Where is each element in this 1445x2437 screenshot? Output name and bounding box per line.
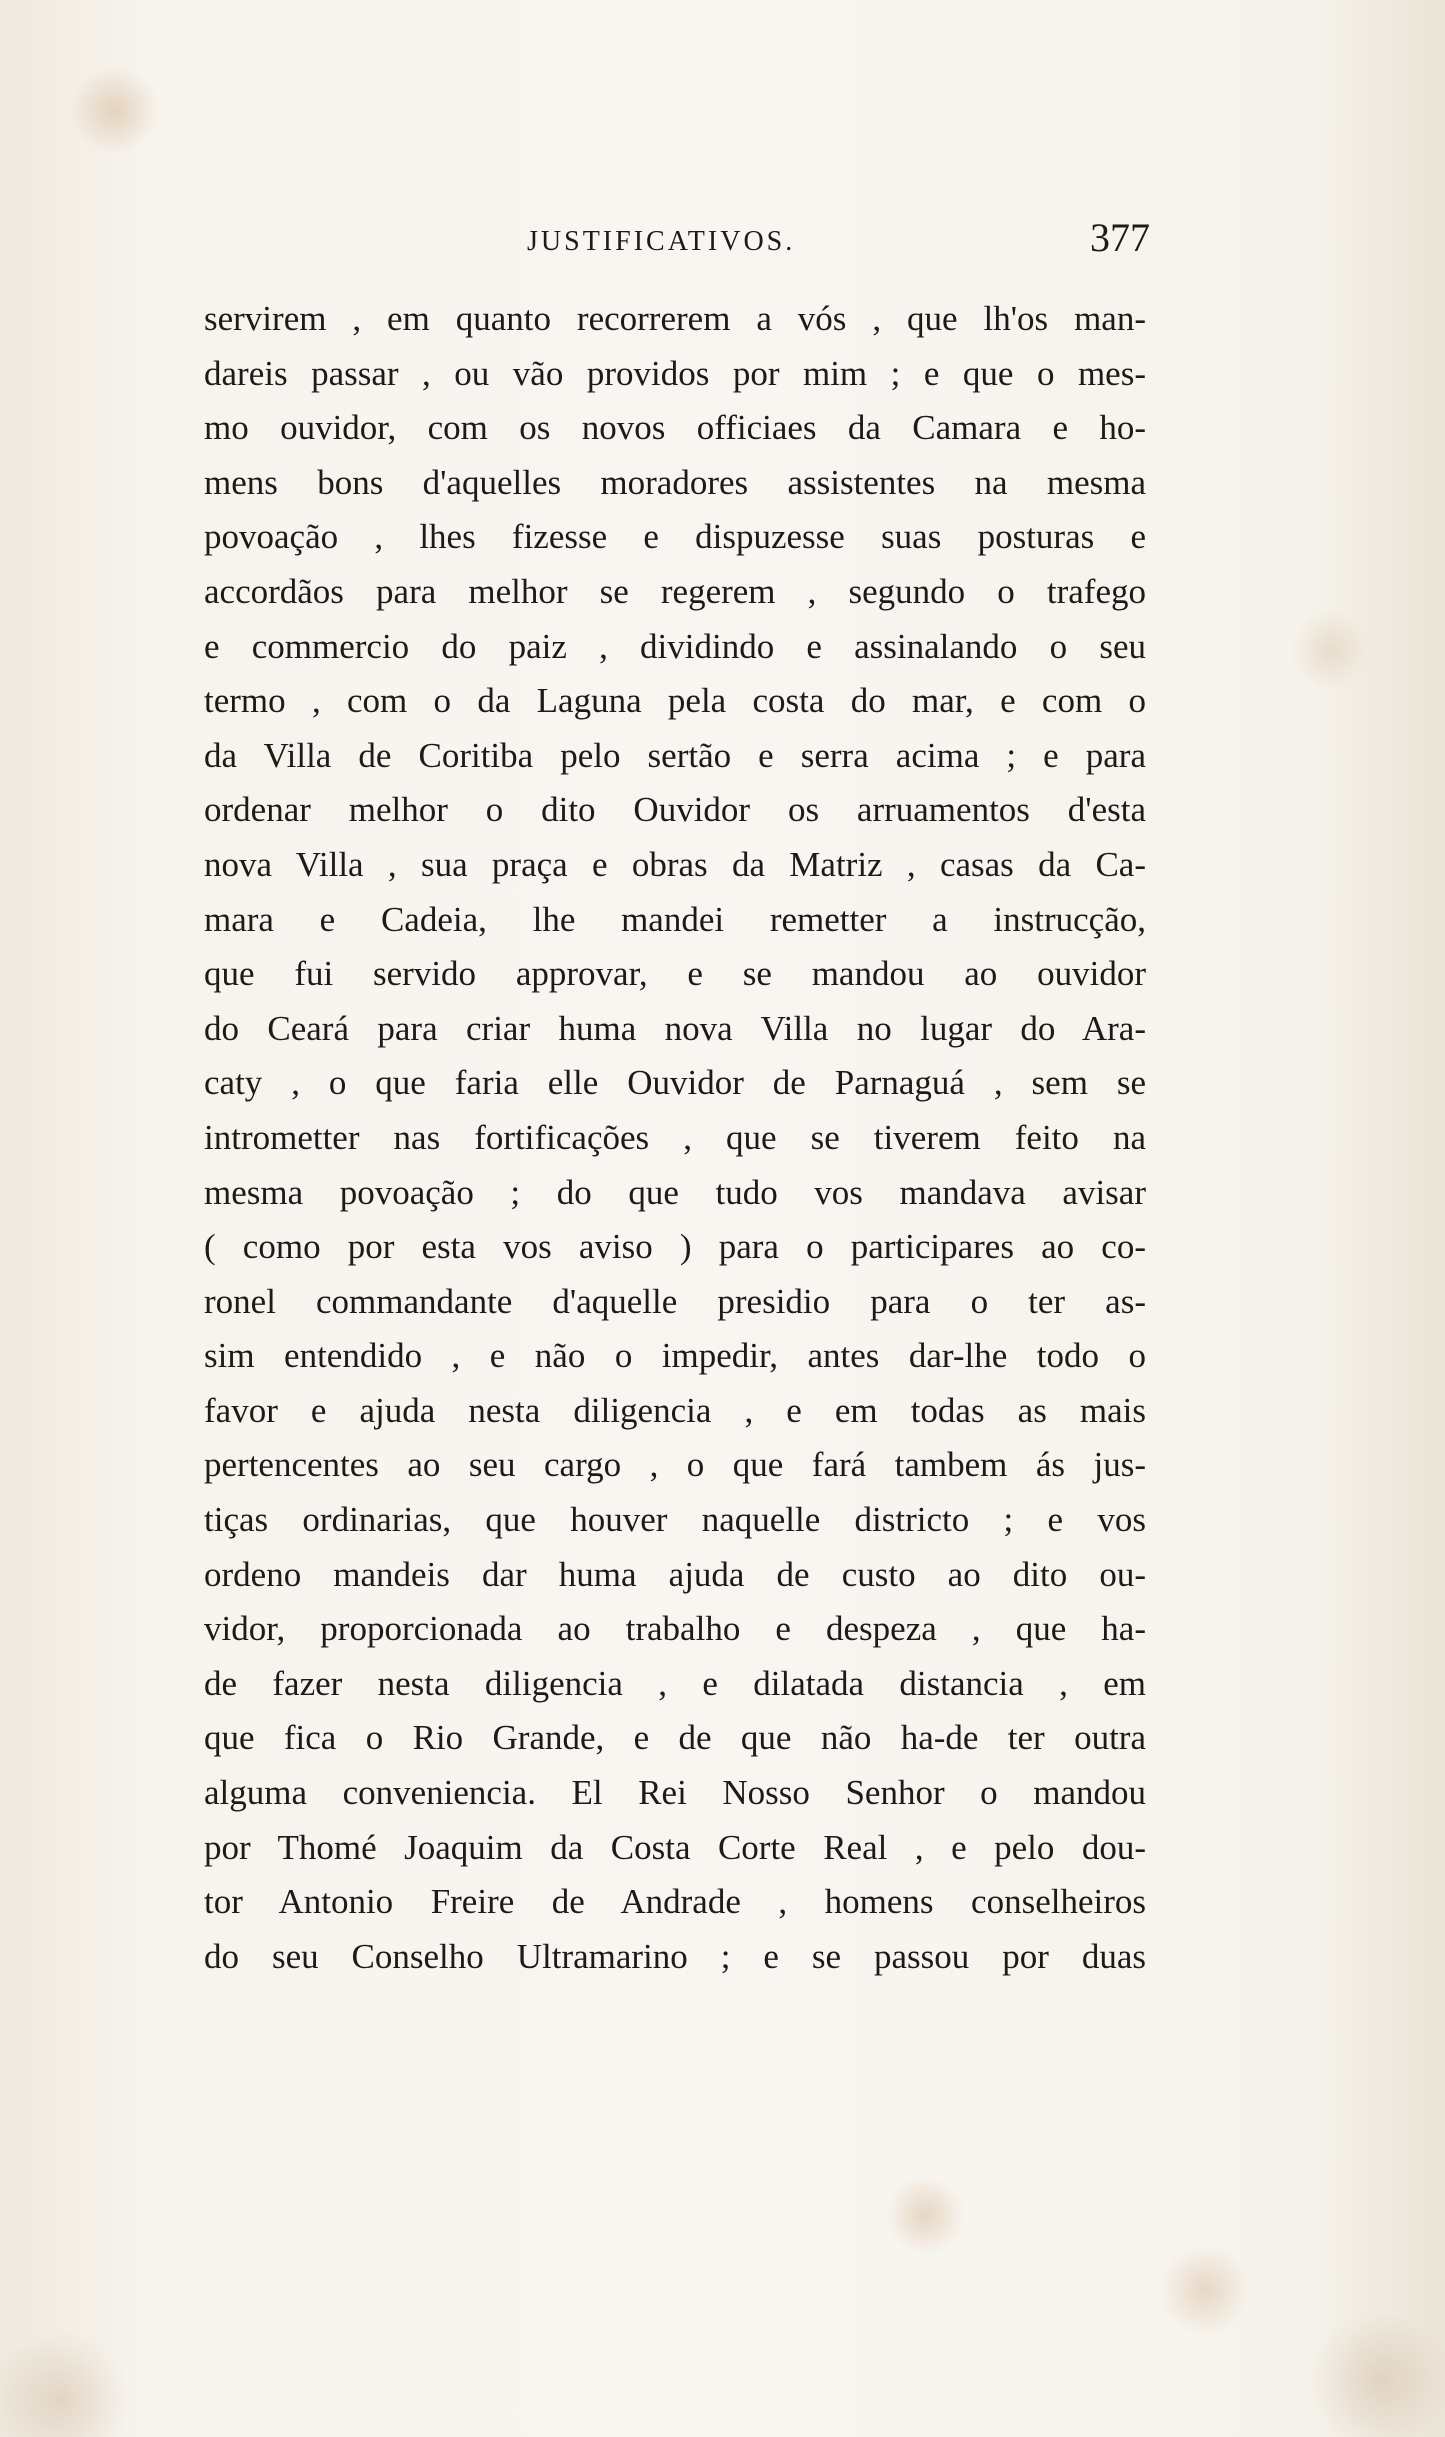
text-line: de fazer nesta diligencia , e dilatada distancia , em [204, 1663, 1146, 1703]
text-line: dareis passar , ou vão providos por mim ; e que o mes- [204, 353, 1146, 393]
text-line: do Ceará para criar huma nova Villa no lugar do Ara- [204, 1008, 1146, 1048]
text-line: sim entendido , e não o impedir, antes dar-lhe todo o [204, 1336, 1146, 1376]
text-line: mara e Cadeia, lhe mandei remetter a instrucção, [204, 899, 1146, 939]
text-line: favor e ajuda nesta diligencia , e em todas as mais [204, 1390, 1146, 1430]
text-line: caty , o que faria elle Ouvidor de Parnaguá , sem se [204, 1063, 1146, 1103]
text-line: accordãos para melhor se regerem , segundo o trafego [204, 571, 1146, 611]
text-line: que fui servido approvar, e se mandou ao ouvidor [204, 954, 1146, 994]
text-line: mo ouvidor, com os novos officiaes da Camara e ho- [204, 408, 1146, 448]
text-line: da Villa de Coritiba pelo sertão e serra acima ; e para [204, 735, 1146, 775]
page-number: 377 [1090, 215, 1150, 260]
running-head-title: JUSTIFICATIVOS. [527, 226, 796, 257]
text-line: ordenar melhor o dito Ouvidor os arruamentos d'esta [204, 790, 1146, 830]
text-line: ordeno mandeis dar huma ajuda de custo ao dito ou- [204, 1554, 1146, 1594]
text-line: termo , com o da Laguna pela costa do mar, e com o [204, 681, 1146, 721]
text-line: vidor, proporcionada ao trabalho e despeza , que ha- [204, 1609, 1146, 1649]
text-line: pertencentes ao seu cargo , o que fará tambem ás jus- [204, 1445, 1146, 1485]
body-text [204, 292, 1146, 1984]
text-line: intrometter nas fortificações , que se tiverem feito na [204, 1117, 1146, 1157]
text-line: tor Antonio Freire de Andrade , homens conselheiros [204, 1882, 1146, 1922]
text-line: nova Villa , sua praça e obras da Matriz , casas da Ca- [204, 844, 1146, 884]
text-line: ( como por esta vos aviso ) para o participares ao co- [204, 1227, 1146, 1267]
running-head [200, 214, 1150, 264]
text-line: do seu Conselho Ultramarino ; e se passou por duas [204, 1936, 1146, 1976]
text-line: mens bons d'aquelles moradores assistentes na mesma [204, 462, 1146, 502]
text-line: que fica o Rio Grande, e de que não ha-de ter outra [204, 1718, 1146, 1758]
text-line: alguma conveniencia. El Rei Nosso Senhor o mandou [204, 1773, 1146, 1813]
text-line: mesma povoação ; do que tudo vos mandava avisar [204, 1172, 1146, 1212]
text-line: por Thomé Joaquim da Costa Corte Real , e pelo dou- [204, 1827, 1146, 1867]
text-line: e commercio do paiz , dividindo e assinalando o seu [204, 626, 1146, 666]
text-line: tiças ordinarias, que houver naquelle districto ; e vos [204, 1500, 1146, 1540]
text-line: servirem , em quanto recorrerem a vós , que lh'os man- [204, 299, 1146, 338]
text-line: ronel commandante d'aquelle presidio para o ter as- [204, 1281, 1146, 1321]
text-line: povoação , lhes fizesse e dispuzesse suas posturas e [204, 517, 1146, 557]
